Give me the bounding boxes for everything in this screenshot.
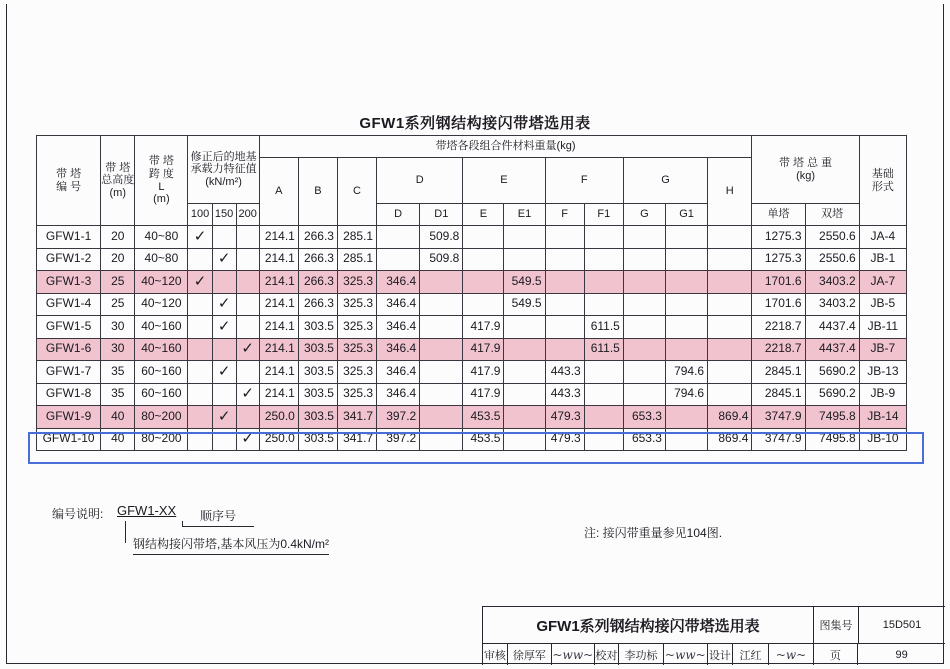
weight-cell-e <box>463 271 504 294</box>
header-sub-d1: D1 <box>420 204 463 226</box>
tower-span-cell: 80~200 <box>135 406 188 429</box>
weight-cell-e1 <box>504 361 545 384</box>
weight-cell-f1: 611.5 <box>584 338 623 361</box>
designer-signature: ~w~ <box>769 644 813 665</box>
weight-cell-single: 1275.3 <box>752 248 805 271</box>
tower-span-cell: 60~160 <box>135 383 188 406</box>
weight-cell-c: 325.3 <box>337 293 376 316</box>
weight-cell-b: 303.5 <box>298 383 337 406</box>
header-seg-a: A <box>259 158 298 226</box>
table-row <box>37 293 907 316</box>
design-label: 设计 <box>708 644 733 665</box>
tower-height-cell: 30 <box>101 316 135 339</box>
weight-cell-d: 346.4 <box>377 338 420 361</box>
weight-cell-double: 4437.4 <box>805 338 859 361</box>
bearing-check-cell <box>188 338 212 361</box>
weight-cell-e: 417.9 <box>463 361 504 384</box>
weight-cell-c: 325.3 <box>337 338 376 361</box>
check-mark-icon: ✓ <box>217 407 231 425</box>
tower-height-cell: 20 <box>101 248 135 271</box>
bearing-check-cell <box>188 428 212 451</box>
weight-cell-f1: 611.5 <box>584 316 623 339</box>
weight-cell-d1 <box>420 361 463 384</box>
weight-cell-a: 214.1 <box>259 383 298 406</box>
weight-cell-d: 346.4 <box>377 293 420 316</box>
foundation-cell: JA-4 <box>859 226 906 249</box>
weight-cell-f1 <box>584 428 623 451</box>
weight-cell-d1 <box>420 293 463 316</box>
weight-cell-g1: 794.6 <box>665 361 707 384</box>
code-description: 钢结构接闪带塔,基本风压为0.4kN/m² <box>133 535 329 555</box>
tower-code-cell: GFW1-5 <box>37 316 101 339</box>
weight-cell-a: 214.1 <box>259 271 298 294</box>
bearing-check-cell <box>188 271 212 294</box>
weight-cell-e: 453.5 <box>463 428 504 451</box>
weight-cell-f <box>545 248 584 271</box>
weight-cell-f1 <box>584 271 623 294</box>
foundation-cell: JB-11 <box>859 316 906 339</box>
weight-cell-a: 214.1 <box>259 226 298 249</box>
header-sub-f1: F1 <box>584 204 623 226</box>
header-total: 带 塔 总 重 (kg) <box>752 136 859 204</box>
tower-code-cell: GFW1-4 <box>37 293 101 316</box>
weight-cell-double: 5690.2 <box>805 383 859 406</box>
bearing-check-cell <box>212 248 236 271</box>
weight-cell-e: 417.9 <box>463 383 504 406</box>
header-bearing-100: 100 <box>188 204 212 226</box>
bearing-check-cell <box>212 361 236 384</box>
weight-cell-c: 325.3 <box>337 361 376 384</box>
bearing-check-cell <box>188 361 212 384</box>
tower-span-cell: 40~80 <box>135 226 188 249</box>
header-height: 带 塔 总高度 (m) <box>101 136 135 226</box>
weight-cell-double: 7495.8 <box>805 428 859 451</box>
bearing-check-cell <box>236 293 259 316</box>
weight-cell-e1 <box>504 406 545 429</box>
header-span: 带 塔 跨 度 L (m) <box>135 136 188 226</box>
weight-cell-g <box>623 383 665 406</box>
check-label: 校对 <box>595 644 620 665</box>
weight-cell-c: 341.7 <box>337 406 376 429</box>
weight-cell-d: 346.4 <box>377 316 420 339</box>
bearing-check-cell <box>236 226 259 249</box>
weight-cell-f <box>545 338 584 361</box>
weight-cell-g1 <box>665 271 707 294</box>
weight-cell-a: 214.1 <box>259 293 298 316</box>
weight-cell-a: 250.0 <box>259 406 298 429</box>
weight-cell-g1 <box>665 316 707 339</box>
bearing-check-cell <box>188 248 212 271</box>
weight-cell-h <box>708 316 752 339</box>
weight-cell-e1 <box>504 316 545 339</box>
weight-cell-f <box>545 316 584 339</box>
weight-cell-e <box>463 293 504 316</box>
bearing-check-cell <box>212 226 236 249</box>
weight-cell-b: 303.5 <box>298 428 337 451</box>
weight-cell-g <box>623 293 665 316</box>
weight-cell-double: 2550.6 <box>805 226 859 249</box>
tower-code-cell: GFW1-7 <box>37 361 101 384</box>
tower-span-cell: 60~160 <box>135 361 188 384</box>
weight-cell-double: 3403.2 <box>805 293 859 316</box>
page-number: 99 <box>895 648 908 661</box>
table-row <box>37 383 907 406</box>
tower-height-cell: 35 <box>101 361 135 384</box>
weight-cell-e: 417.9 <box>463 338 504 361</box>
tower-code-cell: GFW1-3 <box>37 271 101 294</box>
weight-cell-h <box>708 293 752 316</box>
bearing-check-cell <box>236 406 259 429</box>
weight-cell-d <box>377 226 420 249</box>
weight-cell-b: 303.5 <box>298 406 337 429</box>
reviewer-signature: ~ww~ <box>552 644 594 665</box>
table-title: GFW1系列钢结构接闪带塔选用表 <box>359 115 591 132</box>
bearing-check-cell <box>236 338 259 361</box>
header-total-single: 单塔 <box>752 204 805 226</box>
bearing-check-cell <box>236 316 259 339</box>
table-row <box>37 248 907 271</box>
review-label: 审核 <box>483 644 508 665</box>
weight-cell-single: 2218.7 <box>752 316 805 339</box>
tower-code-cell: GFW1-6 <box>37 338 101 361</box>
check-mark-icon: ✓ <box>217 250 231 268</box>
table-row <box>37 226 907 249</box>
weight-cell-d1: 509.8 <box>420 226 463 249</box>
foundation-cell: JB-14 <box>859 406 906 429</box>
check-mark-icon: ✓ <box>241 430 254 448</box>
title-block-title: GFW1系列钢结构接闪带塔选用表 <box>483 607 814 644</box>
weight-cell-single: 2845.1 <box>752 383 805 406</box>
bearing-check-cell <box>188 316 212 339</box>
weight-cell-c: 285.1 <box>337 248 376 271</box>
header-code: 带 塔 编 号 <box>37 136 101 226</box>
table-body <box>37 226 907 451</box>
weight-cell-g <box>623 338 665 361</box>
bearing-check-cell <box>236 271 259 294</box>
weight-cell-double: 4437.4 <box>805 316 859 339</box>
bearing-check-cell <box>212 338 236 361</box>
header-total-double: 双塔 <box>805 204 859 226</box>
weight-cell-e1: 549.5 <box>504 271 545 294</box>
tower-height-cell: 25 <box>101 271 135 294</box>
weight-cell-d: 397.2 <box>377 428 420 451</box>
foundation-cell: JB-10 <box>859 428 906 451</box>
weight-cell-g <box>623 361 665 384</box>
bearing-check-cell <box>212 271 236 294</box>
weight-note: 注: 接闪带重量参见104图. <box>584 526 723 540</box>
weight-cell-b: 266.3 <box>298 271 337 294</box>
weight-cell-e1 <box>504 248 545 271</box>
weight-cell-e <box>463 226 504 249</box>
check-mark-icon: ✓ <box>241 340 254 358</box>
weight-cell-d1 <box>420 383 463 406</box>
tower-code-cell: GFW1-9 <box>37 406 101 429</box>
header-sub-f: F <box>545 204 584 226</box>
weight-cell-double: 7495.8 <box>805 406 859 429</box>
title-block <box>482 606 945 665</box>
tower-span-cell: 40~160 <box>135 316 188 339</box>
bracket-line <box>125 521 126 543</box>
header-sub-e: E <box>463 204 504 226</box>
header-weight-group: 带塔各段组合件材料重量(kg) <box>259 136 752 158</box>
weight-cell-e: 417.9 <box>463 316 504 339</box>
weight-cell-g1 <box>665 338 707 361</box>
header-foundation: 基础 形式 <box>859 136 906 226</box>
bearing-check-cell <box>212 316 236 339</box>
weight-cell-d: 397.2 <box>377 406 420 429</box>
weight-cell-f: 479.3 <box>545 406 584 429</box>
checker-signature: ~ww~ <box>664 644 708 665</box>
bearing-check-cell <box>212 293 236 316</box>
header-bearing: 修正后的地基 承载力特征值 (kN/m²) <box>188 136 259 204</box>
weight-cell-f <box>545 271 584 294</box>
table-row <box>37 428 907 451</box>
weight-cell-f1 <box>584 248 623 271</box>
bearing-check-cell <box>212 406 236 429</box>
signature-row <box>483 644 945 665</box>
weight-cell-a: 250.0 <box>259 428 298 451</box>
foundation-cell: JB-9 <box>859 383 906 406</box>
weight-cell-f <box>545 226 584 249</box>
reviewer-name: 徐厚军 <box>508 644 552 665</box>
weight-cell-double: 5690.2 <box>805 361 859 384</box>
weight-cell-e1 <box>504 226 545 249</box>
foundation-cell: JB-1 <box>859 248 906 271</box>
weight-cell-f: 479.3 <box>545 428 584 451</box>
tower-span-cell: 40~80 <box>135 248 188 271</box>
bearing-check-cell <box>236 428 259 451</box>
tower-height-cell: 25 <box>101 293 135 316</box>
tower-span-cell: 40~120 <box>135 293 188 316</box>
table-row <box>37 271 907 294</box>
sequence-label: 顺序号 <box>200 507 254 527</box>
header-sub-g1: G1 <box>665 204 707 226</box>
table-row <box>37 361 907 384</box>
header-seg-g: G <box>623 158 707 204</box>
weight-cell-h <box>708 248 752 271</box>
weight-cell-e <box>463 248 504 271</box>
weight-cell-a: 214.1 <box>259 248 298 271</box>
weight-cell-h <box>708 338 752 361</box>
weight-cell-e1 <box>504 428 545 451</box>
weight-cell-f: 443.3 <box>545 383 584 406</box>
header-bearing-200: 200 <box>236 204 259 226</box>
tower-height-cell: 40 <box>101 406 135 429</box>
weight-cell-b: 303.5 <box>298 338 337 361</box>
atlas-label: 图集号 <box>814 607 859 644</box>
header-sub-g: G <box>623 204 665 226</box>
weight-cell-g1 <box>665 226 707 249</box>
header-bearing-150: 150 <box>212 204 236 226</box>
bearing-check-cell <box>236 248 259 271</box>
weight-cell-b: 303.5 <box>298 361 337 384</box>
check-mark-icon: ✓ <box>241 385 254 403</box>
checker-name: 李功标 <box>619 644 663 665</box>
tower-code-cell: GFW1-1 <box>37 226 101 249</box>
weight-cell-single: 3747.9 <box>752 406 805 429</box>
header-seg-d: D <box>377 158 463 204</box>
weight-cell-h <box>708 361 752 384</box>
weight-cell-single: 1701.6 <box>752 271 805 294</box>
weight-cell-f: 443.3 <box>545 361 584 384</box>
weight-cell-c: 341.7 <box>337 428 376 451</box>
weight-cell-c: 325.3 <box>337 316 376 339</box>
header-sub-e1: E1 <box>504 204 545 226</box>
header-seg-h: H <box>708 158 752 226</box>
weight-cell-f1 <box>584 406 623 429</box>
tower-span-cell: 40~120 <box>135 271 188 294</box>
weight-cell-d <box>377 248 420 271</box>
table-row <box>37 338 907 361</box>
selection-table <box>36 135 907 451</box>
weight-cell-g1: 794.6 <box>665 383 707 406</box>
weight-cell-g <box>623 271 665 294</box>
bearing-check-cell <box>188 226 212 249</box>
bearing-check-cell <box>236 361 259 384</box>
tower-height-cell: 35 <box>101 383 135 406</box>
page-label: 页 <box>814 644 858 665</box>
table-row <box>37 316 907 339</box>
weight-cell-d1 <box>420 271 463 294</box>
foundation-cell: JB-13 <box>859 361 906 384</box>
weight-cell-g <box>623 248 665 271</box>
weight-cell-h: 869.4 <box>708 428 752 451</box>
table-row <box>37 406 907 429</box>
check-mark-icon: ✓ <box>193 272 207 290</box>
atlas-number: 15D501 <box>859 607 945 644</box>
check-mark-icon: ✓ <box>217 295 231 313</box>
weight-cell-a: 214.1 <box>259 316 298 339</box>
weight-cell-d: 346.4 <box>377 383 420 406</box>
weight-cell-g <box>623 226 665 249</box>
weight-cell-e: 453.5 <box>463 406 504 429</box>
weight-cell-d: 346.4 <box>377 271 420 294</box>
check-mark-icon: ✓ <box>217 317 231 335</box>
bearing-check-cell <box>212 383 236 406</box>
bearing-check-cell <box>188 383 212 406</box>
tower-height-cell: 30 <box>101 338 135 361</box>
weight-cell-f1 <box>584 226 623 249</box>
tower-code-cell: GFW1-10 <box>37 428 101 451</box>
check-mark-icon: ✓ <box>193 227 207 245</box>
weight-cell-b: 266.3 <box>298 248 337 271</box>
header-seg-b: B <box>298 158 337 226</box>
bearing-check-cell <box>236 383 259 406</box>
tower-height-cell: 40 <box>101 428 135 451</box>
weight-cell-f1 <box>584 361 623 384</box>
weight-cell-f1 <box>584 383 623 406</box>
weight-cell-c: 325.3 <box>337 271 376 294</box>
weight-cell-h <box>708 226 752 249</box>
header-seg-f: F <box>545 158 623 204</box>
foundation-cell: JA-7 <box>859 271 906 294</box>
weight-cell-e1 <box>504 383 545 406</box>
weight-cell-single: 3747.9 <box>752 428 805 451</box>
weight-cell-g <box>623 316 665 339</box>
header-sub-d: D <box>377 204 420 226</box>
weight-cell-a: 214.1 <box>259 338 298 361</box>
weight-cell-b: 303.5 <box>298 316 337 339</box>
weight-cell-h: 869.4 <box>708 406 752 429</box>
weight-cell-single: 1701.6 <box>752 293 805 316</box>
tower-code-cell: GFW1-2 <box>37 248 101 271</box>
weight-cell-a: 214.1 <box>259 361 298 384</box>
weight-cell-e1: 549.5 <box>504 293 545 316</box>
weight-cell-f <box>545 293 584 316</box>
weight-cell-f1 <box>584 293 623 316</box>
weight-cell-e1 <box>504 338 545 361</box>
bearing-check-cell <box>212 428 236 451</box>
weight-cell-b: 266.3 <box>298 293 337 316</box>
header-seg-c: C <box>337 158 376 226</box>
weight-cell-g1 <box>665 428 707 451</box>
code-example: GFW1-XX <box>117 503 177 518</box>
weight-cell-b: 266.3 <box>298 226 337 249</box>
bracket-line <box>182 526 200 527</box>
weight-cell-c: 325.3 <box>337 383 376 406</box>
weight-cell-single: 2845.1 <box>752 361 805 384</box>
tower-span-cell: 40~160 <box>135 338 188 361</box>
weight-cell-g1 <box>665 248 707 271</box>
weight-cell-d1 <box>420 428 463 451</box>
designer-name: 江红 <box>733 644 770 665</box>
weight-cell-single: 2218.7 <box>752 338 805 361</box>
weight-cell-h <box>708 383 752 406</box>
weight-cell-c: 285.1 <box>337 226 376 249</box>
bearing-check-cell <box>188 406 212 429</box>
weight-cell-d1 <box>420 406 463 429</box>
tower-span-cell: 80~200 <box>135 428 188 451</box>
weight-cell-double: 3403.2 <box>805 271 859 294</box>
foundation-cell: JB-7 <box>859 338 906 361</box>
code-explain-label: 编号说明: <box>52 507 104 521</box>
weight-cell-g: 653.3 <box>623 406 665 429</box>
weight-cell-single: 1275.3 <box>752 226 805 249</box>
header-seg-e: E <box>463 158 545 204</box>
bearing-check-cell <box>188 293 212 316</box>
foundation-cell: JB-5 <box>859 293 906 316</box>
tower-code-cell: GFW1-8 <box>37 383 101 406</box>
tower-height-cell: 20 <box>101 226 135 249</box>
weight-cell-double: 2550.6 <box>805 248 859 271</box>
weight-cell-d1 <box>420 316 463 339</box>
check-mark-icon: ✓ <box>217 362 231 380</box>
weight-cell-h <box>708 271 752 294</box>
weight-cell-g: 653.3 <box>623 428 665 451</box>
weight-cell-d: 346.4 <box>377 361 420 384</box>
weight-cell-d1 <box>420 338 463 361</box>
weight-cell-g1 <box>665 406 707 429</box>
weight-cell-g1 <box>665 293 707 316</box>
weight-cell-d1: 509.8 <box>420 248 463 271</box>
